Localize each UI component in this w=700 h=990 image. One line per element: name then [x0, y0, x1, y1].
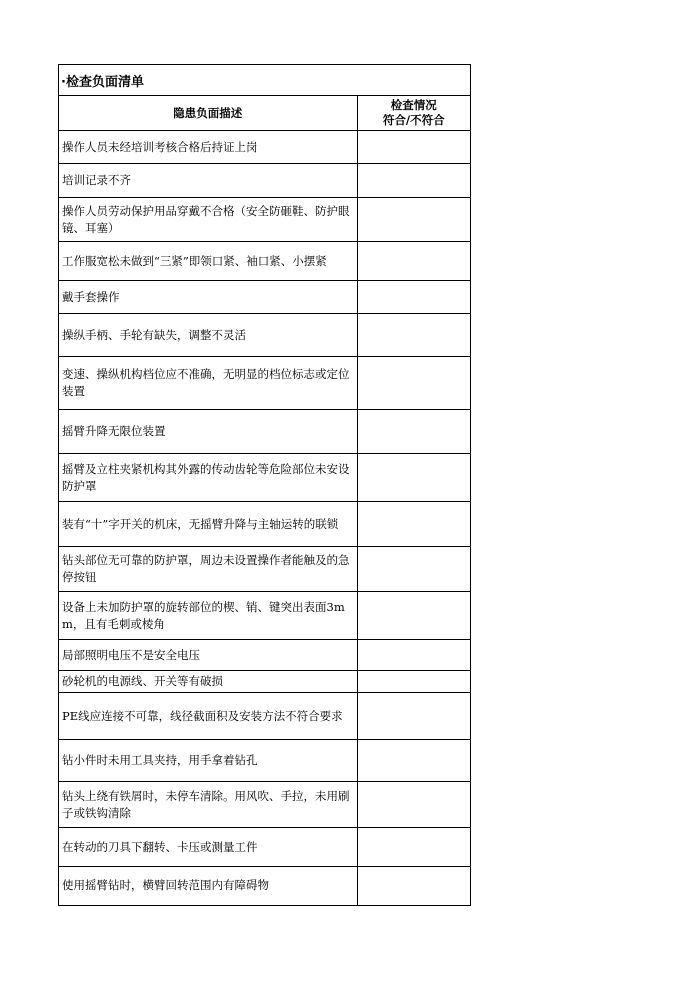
row-description: 砂轮机的电源线、开关等有破损 [59, 671, 357, 693]
row-result-cell[interactable] [357, 410, 470, 454]
table-row [59, 867, 470, 905]
table-row [59, 782, 470, 828]
table-row [59, 198, 470, 242]
table-row [59, 454, 470, 502]
table-row [59, 740, 470, 782]
row-result-cell[interactable] [357, 693, 470, 740]
header-description: 隐患负面描述 [59, 96, 357, 131]
row-description: 使用摇臂钻时，横臂回转范围内有障碍物 [59, 867, 357, 905]
header-result-line2: 符合/不符合 [382, 113, 445, 127]
row-result-cell[interactable] [357, 314, 470, 357]
table-row [59, 693, 470, 740]
row-description: 操作人员劳动保护用品穿戴不合格（安全防砸鞋、防护眼镜、耳塞） [59, 198, 357, 242]
row-description: 钻小件时未用工具夹持，用手拿着钻孔 [59, 740, 357, 782]
row-description: 操作人员未经培训考核合格后持证上岗 [59, 131, 357, 164]
row-result-cell[interactable] [357, 198, 470, 242]
table-header-row [59, 96, 470, 131]
table-row [59, 640, 470, 671]
row-result-cell[interactable] [357, 502, 470, 547]
row-description: 设备上未加防护罩的旋转部位的楔、销、键突出表面3mm，且有毛刺或棱角 [59, 592, 357, 640]
table-row [59, 281, 470, 314]
table-row [59, 131, 470, 164]
row-description: 摇臂升降无限位装置 [59, 410, 357, 454]
table-row [59, 357, 470, 410]
table-row [59, 410, 470, 454]
row-description: 局部照明电压不是安全电压 [59, 640, 357, 671]
row-description: 钻头部位无可靠的防护罩，周边未设置操作者能触及的急停按钮 [59, 547, 357, 592]
row-description: 戴手套操作 [59, 281, 357, 314]
row-description: 装有“十”字开关的机床，无摇臂升降与主轴运转的联锁 [59, 502, 357, 547]
row-description: 摇臂及立柱夹紧机构其外露的传动齿轮等危险部位未安设防护罩 [59, 454, 357, 502]
table-row [59, 164, 470, 198]
header-result-line1: 检查情况 [390, 98, 437, 112]
row-result-cell[interactable] [357, 782, 470, 828]
row-description: 操纵手柄、手轮有缺失，调整不灵活 [59, 314, 357, 357]
table-row [59, 828, 470, 867]
row-result-cell[interactable] [357, 242, 470, 281]
row-result-cell[interactable] [357, 131, 470, 164]
table-row [59, 314, 470, 357]
row-description: 变速、操纵机构档位应不准确，无明显的档位标志或定位装置 [59, 357, 357, 410]
row-result-cell[interactable] [357, 671, 470, 693]
row-result-cell[interactable] [357, 640, 470, 671]
row-result-cell[interactable] [357, 547, 470, 592]
row-result-cell[interactable] [357, 828, 470, 867]
row-description: PE线应连接不可靠，线径截面积及安装方法不符合要求 [59, 693, 357, 740]
row-result-cell[interactable] [357, 454, 470, 502]
sheet-title: ·检查负面清单 [59, 65, 470, 96]
row-description: 工作服宽松未做到“三紧”即领口紧、袖口紧、小摆紧 [59, 242, 357, 281]
header-result [357, 96, 470, 131]
row-description: 在转动的刀具下翻转、卡压或测量工件 [59, 828, 357, 867]
row-result-cell[interactable] [357, 281, 470, 314]
row-result-cell[interactable] [357, 867, 470, 905]
table-row [59, 547, 470, 592]
checklist-table [59, 96, 470, 905]
row-result-cell[interactable] [357, 592, 470, 640]
checklist-sheet [58, 64, 471, 906]
checklist-body [59, 131, 470, 905]
row-result-cell[interactable] [357, 740, 470, 782]
table-row [59, 242, 470, 281]
table-row [59, 592, 470, 640]
row-description: 钻头上绕有铁屑时，未停车清除。用风吹、手拉，未用刷子或铁钩清除 [59, 782, 357, 828]
row-result-cell[interactable] [357, 164, 470, 198]
row-result-cell[interactable] [357, 357, 470, 410]
table-row [59, 671, 470, 693]
row-description: 培训记录不齐 [59, 164, 357, 198]
table-row [59, 502, 470, 547]
